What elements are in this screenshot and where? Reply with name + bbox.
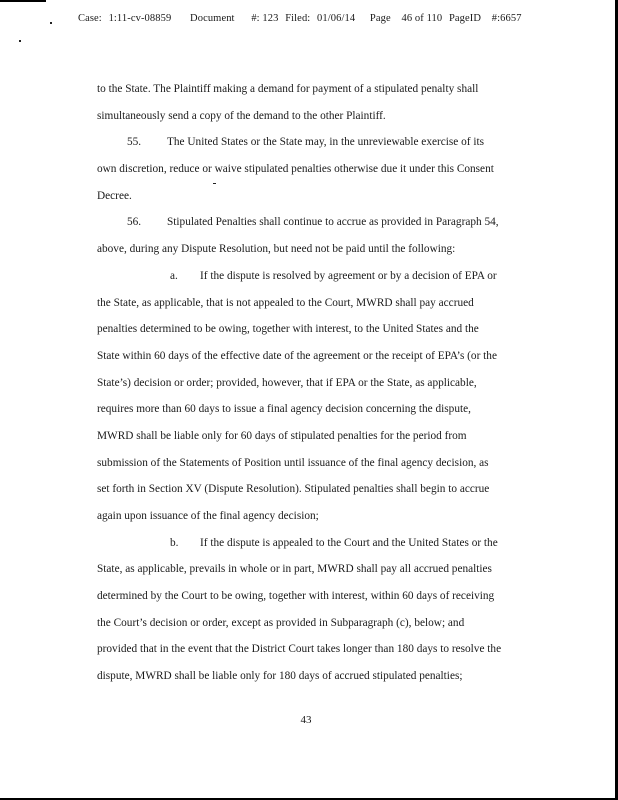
text-line: State, as applicable, prevails in whole or in part, MWRD shall pay all accrued penalties xyxy=(97,563,492,576)
paragraph-number: 56. xyxy=(127,216,142,229)
header-filed-date: 01/06/14 xyxy=(317,13,356,24)
header-page-of: 46 of 110 xyxy=(401,13,443,24)
text-line: the State, as applicable, that is not appealed to the Court, MWRD shall pay accrued xyxy=(97,296,474,309)
text-line: If the dispute is appealed to the Court and the United States or the xyxy=(200,536,498,549)
text-line: State’s) decision or order; provided, however, that if EPA or the State, as applicable, xyxy=(97,376,477,389)
subparagraph-letter: a. xyxy=(170,269,178,282)
paragraph-55-first-line xyxy=(97,129,512,156)
header-page-label: Page xyxy=(369,13,391,24)
header-document-label: Document xyxy=(190,13,235,24)
text-line: above, during any Dispute Resolution, but need not be paid until the following: xyxy=(97,243,456,256)
text-line: If the dispute is resolved by agreement or by a decision of EPA or xyxy=(200,269,497,282)
text-line: Stipulated Penalties shall continue to accrue as provided in Paragraph 54, xyxy=(167,216,499,229)
page-number xyxy=(0,714,618,726)
text-line: submission of the Statements of Position until issuance of the final agency decision, as xyxy=(97,456,489,469)
paragraph-56-first-line xyxy=(97,209,512,236)
text-line: the Court’s decision or order, except as provided in Subparagraph (c), below; and xyxy=(97,616,465,629)
document-body xyxy=(97,76,512,690)
text-line: penalties determined to be owing, together with interest, to the United States and the xyxy=(97,323,479,336)
scan-speck xyxy=(50,22,52,24)
text-line: The United States or the State may, in the unreviewable exercise of its xyxy=(167,136,485,149)
header-case-label: Case: xyxy=(78,13,102,24)
scan-corner-mark xyxy=(0,0,46,2)
text-line: to the State. The Plaintiff making a demand for payment of a stipulated penalty shall xyxy=(97,83,479,95)
header-case-number: 1:11-cv-08859 xyxy=(108,13,172,24)
header-pageid-number: #:6657 xyxy=(491,13,522,24)
text-line: dispute, MWRD shall be liable only for 180 days of accrued stipulated penalties; xyxy=(97,670,463,683)
page-number-text: 43 xyxy=(300,714,312,726)
paragraph-number: 55. xyxy=(127,136,142,149)
text-line: MWRD shall be liable only for 60 days of stipulated penalties for the period from xyxy=(97,429,467,442)
text-line: requires more than 60 days to issue a final agency decision concerning the dispute, xyxy=(97,403,471,416)
text-line: State within 60 days of the effective date of the agreement or the receipt of EPA’s (or the xyxy=(97,349,497,362)
text-line: set forth in Section XV (Dispute Resolution). Stipulated penalties shall begin to accrue xyxy=(97,483,490,496)
header-filed-label: Filed: xyxy=(285,13,311,24)
subparagraph-b-first-line xyxy=(97,530,512,557)
subparagraph-a-first-line xyxy=(97,263,512,290)
text-line: provided that in the event that the District Court takes longer than 180 days to resolve the xyxy=(97,643,502,656)
subparagraph-letter: b. xyxy=(170,536,179,549)
text-line: again upon issuance of the final agency decision; xyxy=(97,510,319,522)
text-line: Decree. xyxy=(97,189,132,202)
case-header xyxy=(78,13,548,24)
scan-speck xyxy=(19,40,21,42)
text-line: determined by the Court to be owing, together with interest, within 60 days of receiving xyxy=(97,590,495,603)
header-document-number: #: 123 xyxy=(251,13,279,24)
header-pageid-label: PageID xyxy=(448,13,482,24)
text-line: simultaneously send a copy of the demand to the other Plaintiff. xyxy=(97,109,386,122)
text-line: own discretion, reduce or waive stipulated penalties otherwise due it under this Consent xyxy=(97,163,494,176)
